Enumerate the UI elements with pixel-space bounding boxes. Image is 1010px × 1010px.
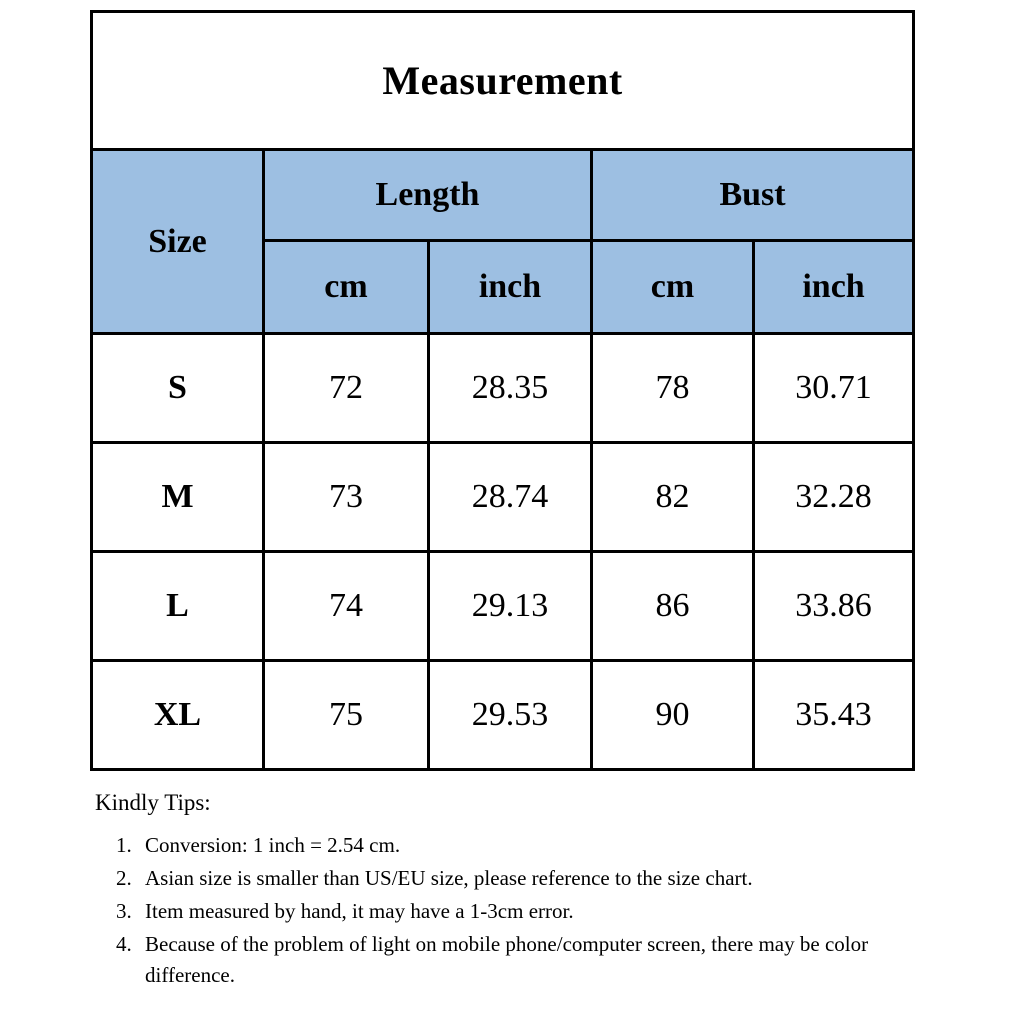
tips-list [95,830,925,991]
table-title-row [92,12,914,150]
cell-length-cm: 74 [264,552,429,661]
header-group-bust: Bust [592,150,914,241]
cell-length-cm: 72 [264,334,429,443]
list-item: 2. Asian size is smaller than US/EU size, please reference to the size chart. [137,863,925,894]
list-item: 4. Because of the problem of light on mobile phone/computer screen, there may be color difference. [137,929,925,991]
cell-size: L [92,552,264,661]
cell-bust-cm: 90 [592,661,754,770]
header-size: Size [92,150,264,334]
cell-size: S [92,334,264,443]
header-bust-cm: cm [592,241,754,334]
cell-bust-inch: 35.43 [754,661,914,770]
cell-size: M [92,443,264,552]
cell-length-inch: 28.35 [429,334,592,443]
header-length-inch: inch [429,241,592,334]
table-header-group-row [92,150,914,241]
header-length-cm: cm [264,241,429,334]
cell-bust-cm: 78 [592,334,754,443]
cell-length-cm: 75 [264,661,429,770]
table-row [92,334,914,443]
measurement-table [90,10,915,771]
table-row [92,443,914,552]
cell-size: XL [92,661,264,770]
cell-bust-inch: 32.28 [754,443,914,552]
list-item: 3. Item measured by hand, it may have a 1-3cm error. [137,896,925,927]
cell-bust-cm: 86 [592,552,754,661]
cell-length-inch: 28.74 [429,443,592,552]
header-bust-inch: inch [754,241,914,334]
header-group-length: Length [264,150,592,241]
tips-title: Kindly Tips: [95,790,211,815]
cell-length-cm: 73 [264,443,429,552]
cell-bust-cm: 82 [592,443,754,552]
list-item: 1. Conversion: 1 inch = 2.54 cm. [137,830,925,861]
cell-length-inch: 29.53 [429,661,592,770]
table-row [92,661,914,770]
cell-bust-inch: 33.86 [754,552,914,661]
kindly-tips-section [95,790,925,993]
table-title: Measurement [92,12,914,150]
measurement-table-container [90,10,912,771]
cell-bust-inch: 30.71 [754,334,914,443]
cell-length-inch: 29.13 [429,552,592,661]
table-row [92,552,914,661]
